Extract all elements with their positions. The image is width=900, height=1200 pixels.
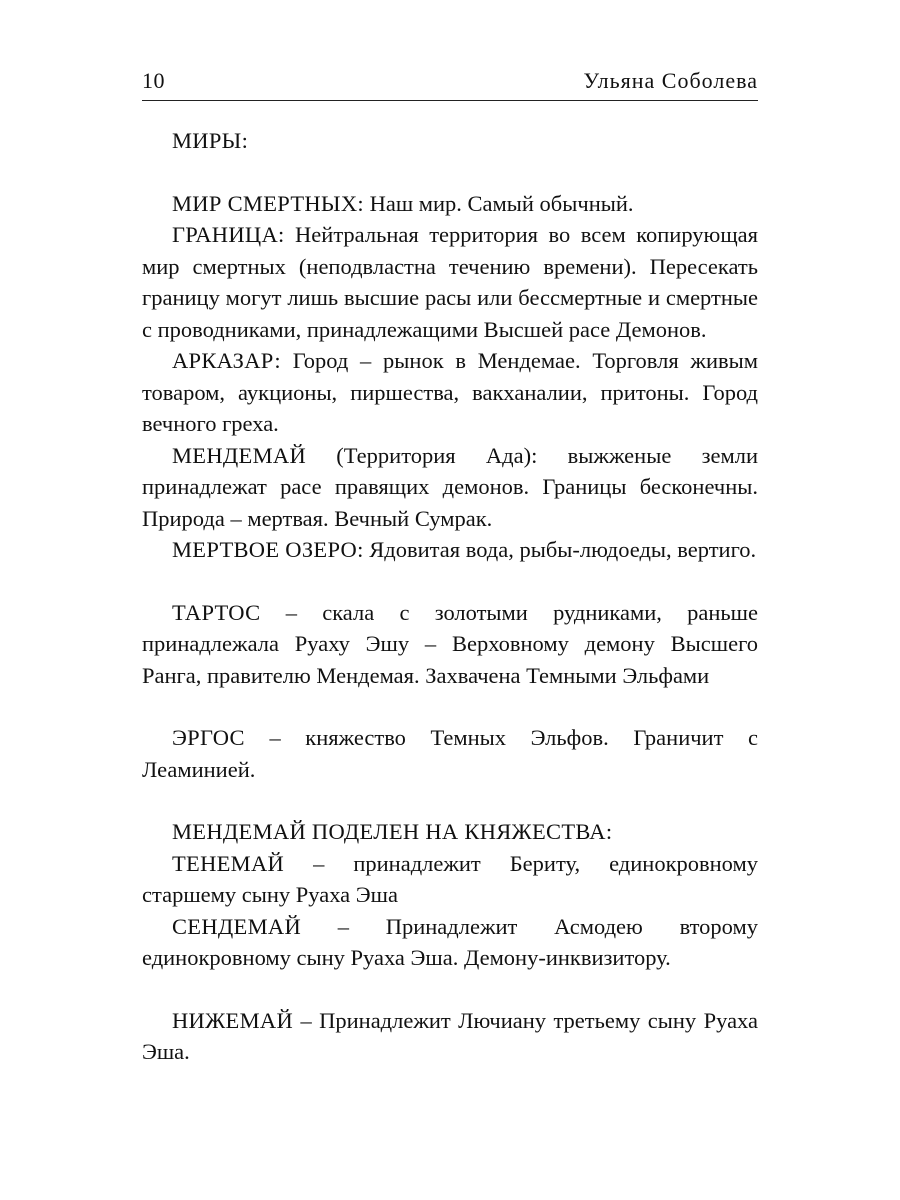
entry-mendemai xyxy=(142,440,758,535)
entry-text: Город – рынок в Мендемае. Торговля живым товаром, аукционы, пиршества, вакханалии, притоны. Город вечного греха. xyxy=(142,348,758,436)
entry-arkazar xyxy=(142,345,758,440)
page-body xyxy=(142,125,758,1068)
section-title: МИРЫ: xyxy=(172,128,249,153)
page-header xyxy=(142,60,758,101)
page-number: 10 xyxy=(142,68,165,93)
entry-tartos xyxy=(142,597,758,692)
principality-tenemai xyxy=(142,848,758,911)
entry-term: ГРАНИЦА: xyxy=(172,222,285,247)
entry-term: МИР СМЕРТНЫХ: xyxy=(172,190,364,216)
entry-term: ЭРГОС xyxy=(172,725,245,750)
principality-text: – принадлежит Бериту, единокровному старшему сыну Руаха Эша xyxy=(142,850,758,907)
entry-text: Наш мир. Самый обычный. xyxy=(363,190,634,216)
entry-granica xyxy=(142,219,758,345)
entry-text: Ядовитая вода, рыбы-людоеды, вертиго. xyxy=(363,537,757,562)
entry-text: (Территория Ада): выжженые земли принадлежат расе правящих демонов. Границы бесконечны. Природа – мертвая. Вечный Сумрак. xyxy=(142,442,758,531)
running-head-author: Ульяна Соболева xyxy=(583,68,758,93)
entry-mir-smertnyh xyxy=(142,188,758,220)
principality-term: ТЕНЕМАЙ xyxy=(172,850,285,876)
principality-term: НИЖЕМАЙ xyxy=(172,1007,294,1033)
entry-text: – княжество Темных Эльфов. Граничит с Леаминией. xyxy=(142,725,758,782)
entry-ergos xyxy=(142,722,758,785)
entry-text: – скала с золотыми рудниками, раньше принадлежала Руаху Эшу – Верховному демону Высшего Ранга, правителю Мендемая. Захвачена Темными Эльфами xyxy=(142,599,758,688)
entry-term: АРКАЗАР: xyxy=(172,348,281,373)
entry-term: МЕРТВОЕ ОЗЕРО: xyxy=(172,537,364,562)
principalities-title: МЕНДЕМАЙ ПОДЕЛЕН НА КНЯЖЕСТВА: xyxy=(172,819,613,844)
entry-term: ТАРТОС xyxy=(172,599,261,625)
principality-text: – Принадлежит Лючиану третьему сыну Руаха Эша. xyxy=(142,1007,758,1064)
entry-mertvoe-ozero xyxy=(142,534,758,566)
entry-text: Нейтральная территория во всем копирующая мир смертных (неподвластна течению времени). Пересекать границу могут лишь высшие расы или бессмертные и смертные с проводниками, принадлежащими Высшей расе Демонов. xyxy=(142,222,758,342)
principality-text: – Принадлежит Асмодею второму единокровному сыну Руаха Эша. Демону-инквизитору. xyxy=(142,913,758,970)
principality-nizhemai xyxy=(142,1005,758,1068)
principality-sendemai xyxy=(142,911,758,974)
entry-term: МЕНДЕМАЙ xyxy=(172,442,306,468)
principality-term: СЕНДЕМАЙ xyxy=(172,913,301,939)
